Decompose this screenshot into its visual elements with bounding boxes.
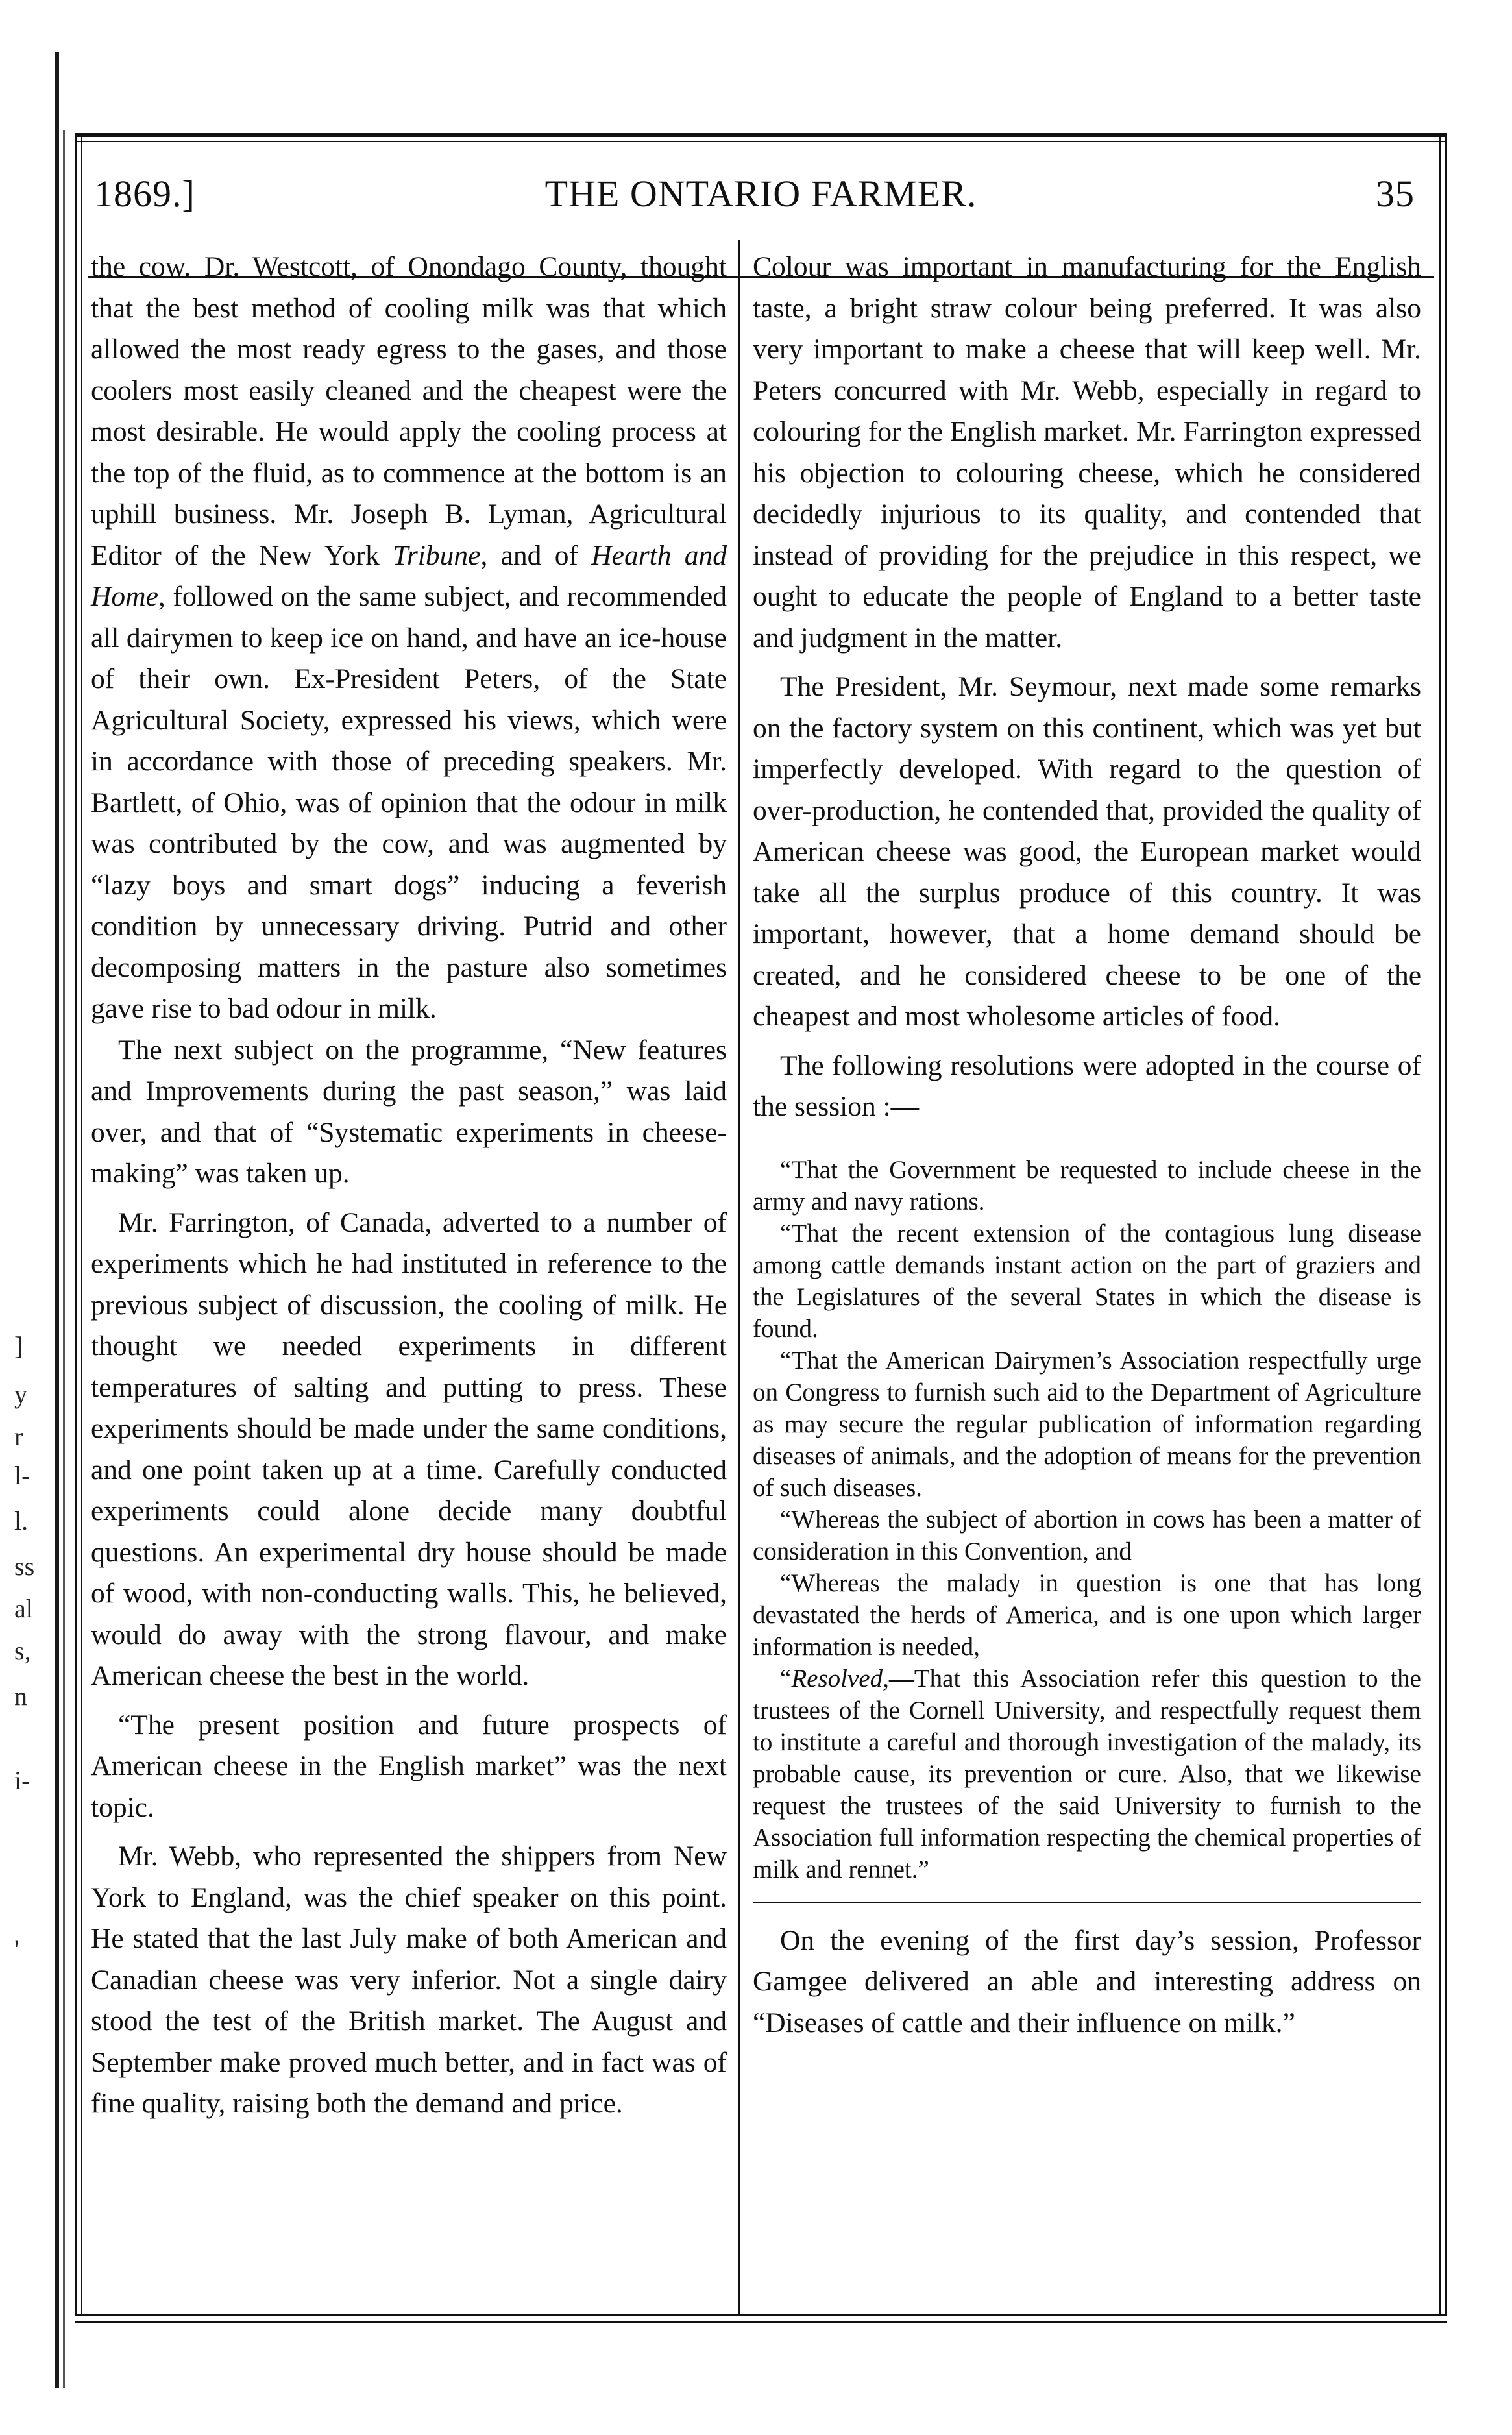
top-rule [75, 133, 1447, 137]
resolutions-block [753, 1154, 1421, 1885]
resolved-label: Resolved, [791, 1664, 889, 1693]
page-frame [75, 133, 1447, 2404]
right-paragraph-4: On the evening of the first day’s session, Professor Gamgee delivered an able and interesting address on “Diseases of cattle and their influence on milk.” [753, 1924, 1421, 2038]
right-paragraph-1: Colour was important in manufacturing for the English taste, a bright straw colour being preferred. It was also very important to make a cheese that will keep well. Mr. Peters concurred with Mr. Webb, especially in regard to colouring for the English market. Mr. Farrington expressed his objection to colouring cheese, which he considered decidedly injurious to its quality, and contended that instead of providing for the prejudice in this respect, we ought to educate the people of England to a better taste and judgment in the matter. [753, 251, 1421, 654]
frame-right-border [1445, 133, 1447, 2314]
right-paragraph-3: The following resolutions were adopted in the course of the session :— [753, 1049, 1421, 1122]
resolution-item: “That the recent extension of the contagious lung disease among cattle demands instant action on the part of graziers and the Legislatures of the several States in which the disease is found. [753, 1219, 1421, 1343]
margin-mark: i- [14, 1766, 30, 1795]
page-number: 35 [1376, 173, 1415, 215]
binding-edge-line-inner [63, 130, 65, 2388]
resolution-item: “That the American Dairymen’s Association respectfully urge on Congress to furnish such aid to the Department of Agriculture as may secure the regular publication of information regarding diseases of animals, and the adoption of means for the prevention of such diseases. [753, 1346, 1421, 1502]
margin-mark: s, [14, 1636, 31, 1665]
margin-mark: ss [14, 1552, 35, 1581]
margin-mark: l. [14, 1506, 29, 1536]
margin-mark: y [14, 1380, 27, 1409]
resolution-item: “Whereas the subject of abortion in cows has been a matter of consideration in this Convention, and [753, 1505, 1421, 1565]
frame-left-border-inner [81, 133, 82, 2314]
binding-edge-line [55, 52, 59, 2388]
resolutions-rule [753, 1902, 1421, 1903]
left-paragraph-4: “The present position and future prospects of American cheese in the English market” was the next topic. [91, 1709, 727, 1823]
left-paragraph-3: Mr. Farrington, of Canada, adverted to a number of experiments which he had instituted in reference to the previous subject of discussion, the cooling of milk. He thought we needed experiments in different temperatures of salting and putting to press. These experiments should be made under the same conditions, and one point taken up at a time. Carefully conducted experiments could alone decide many doubtful questions. An experimental dry house should be made of wood, with non-conducting walls. This, he believed, would do away with the strong flavour, and make American cheese the best in the world. [91, 1206, 727, 1691]
left-paragraph-5: Mr. Webb, who represented the shippers from New York to England, was the chief speaker on this point. He stated that the last July make of both American and Canadian cheese was very inferior. Not a single dairy stood the test of the British market. The August and September make proved much better, and in fact was of fine quality, raising both the demand and price. [91, 1841, 727, 2119]
bottom-rule-thin [75, 2321, 1447, 2323]
column-divider [738, 240, 740, 2314]
header-title: THE ONTARIO FARMER. [544, 173, 977, 215]
resolution-item: “That the Government be requested to include cheese in the army and navy rations. [753, 1155, 1421, 1216]
margin-mark: l- [14, 1461, 30, 1490]
right-paragraph-2: The President, Mr. Seymour, next made some remarks on the factory system on this continent, which was yet but imperfectly developed. With regard to the question of over-production, he contended that, provided the quality of American cheese was good, the European market would take all the surplus produce of this country. It was important, however, that a home demand should be created, and he considered cheese to be one of the cheapest and most wholesome articles of food. [753, 671, 1421, 1032]
bottom-rule [75, 2314, 1447, 2316]
left-paragraph-1: the cow. Dr. Westcott, of Onondago County, thought that the best method of cooling milk was that which allowed the most ready egress to the gases, and those coolers most easily cleaned and the cheapest were the most desirable. He would apply the cooling process at the top of the fluid, as to commence at the bottom is an uphill business. Mr. Joseph B. Lyman, Agricultural Editor of the New York Tribune, and of Hearth and Home, followed on the same subject, and recommended all dairymen to keep ice on hand, and have an ice-house of their own. Ex-President Peters, of the State Agricultural Society, expressed his views, which were in accordance with those of preceding speakers. Mr. Bartlett, of Ohio, was of opinion that the odour in milk was contributed by the cow, and was augmented by “lazy boys and smart dogs” inducing a feverish condition by unnecessary driving. Putrid and other decomposing matters in the pasture also sometimes gave rise to bad odour in milk. [91, 251, 727, 1024]
top-rule-thin [75, 141, 1447, 142]
left-column [91, 247, 727, 2125]
left-paragraph-2: The next subject on the programme, “New features and Improvements during the past season,” was laid over, and that of “Systematic experiments in cheese-making” was taken up. [91, 1034, 727, 1189]
margin-mark: ' [14, 1935, 19, 1964]
margin-mark: al [14, 1594, 33, 1623]
running-header [88, 172, 1434, 243]
header-year: 1869.] [94, 173, 195, 215]
resolution-resolved: “Resolved,—That this Association refer this question to the trustees of the Cornell University, and respectfully request them to institute a careful and thorough investigation of the malady, its probable cause, its prevention or cure. Also, that we likewise request the trustees of the said University to furnish to the Association full information respecting the chemical properties of milk and rennet.” [753, 1664, 1421, 1883]
frame-right-border-inner [1439, 133, 1441, 2314]
right-column [753, 247, 1421, 2044]
frame-left-border [75, 133, 77, 2314]
resolved-text: —That this Association refer this question to the trustees of the Cornell University, and respectfully request them to institute a careful and thorough investigation of the malady, its probable cause, its prevention or cure. Also, that we likewise request the trustees of the said University to furnish to the Association full information respecting the chemical properties of milk and rennet.” [753, 1664, 1421, 1883]
margin-mark: ] [14, 1331, 23, 1360]
margin-mark: n [14, 1682, 27, 1711]
margin-mark: r [14, 1422, 23, 1451]
resolution-item: “Whereas the malady in question is one that has long devastated the herds of America, and is one upon which larger information is needed, [753, 1569, 1421, 1661]
